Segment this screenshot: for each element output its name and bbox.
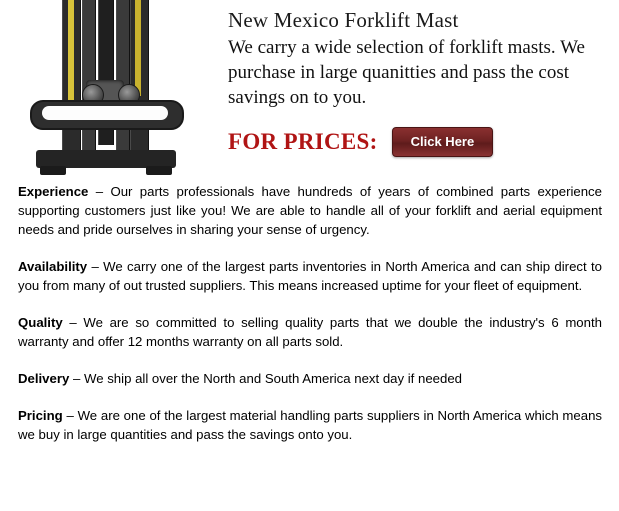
mast-base-foot-left bbox=[40, 166, 66, 175]
section-text-availability: We carry one of the largest parts inventories in North America and can ship direct to you from many of out trusted suppliers. This means increased uptime for your fleet of equipment. bbox=[18, 259, 602, 293]
page-title: New Mexico Forklift Mast bbox=[228, 8, 459, 32]
section-quality bbox=[18, 313, 602, 351]
header-area bbox=[0, 0, 619, 175]
mast-yellow-strip-right bbox=[135, 0, 141, 96]
mast-base-foot-right bbox=[146, 166, 172, 175]
forklift-mast-image bbox=[6, 0, 216, 175]
section-text-delivery: We ship all over the North and South America next day if needed bbox=[84, 371, 463, 386]
mast-carriage-inner bbox=[42, 106, 168, 120]
section-heading-quality: Quality bbox=[18, 315, 63, 330]
section-heading-experience: Experience bbox=[18, 184, 89, 199]
dash-0: – bbox=[88, 184, 111, 199]
dash-4: – bbox=[62, 408, 78, 423]
intro-paragraph: We carry a wide selection of forklift masts. We purchase in large quanitties and pass the cost savings on to you. bbox=[228, 37, 585, 108]
dash-3: – bbox=[69, 371, 84, 386]
section-text-quality: We are so committed to selling quality parts that we double the industry's 6 month warranty and offer 12 months warranty on all parts sold. bbox=[18, 315, 602, 349]
dash-2: – bbox=[62, 315, 84, 330]
section-heading-delivery: Delivery bbox=[18, 371, 70, 386]
section-heading-pricing: Pricing bbox=[18, 408, 63, 423]
section-text-experience: Our parts professionals have hundreds of years of combined parts experience supporting customers just like you! We are able to handle all of your forklift and aerial equipment needs and pride ourselves in sharing your sense of urgency. bbox=[18, 184, 602, 237]
section-text-pricing: We are one of the largest material handling parts suppliers in North America which means we buy in large quantities and pass the savings onto you. bbox=[18, 408, 602, 442]
for-prices-label: FOR PRICES: bbox=[228, 129, 378, 154]
prices-call-to-action bbox=[228, 127, 493, 157]
section-availability bbox=[18, 257, 602, 295]
content-sections bbox=[18, 182, 602, 444]
section-pricing bbox=[18, 406, 602, 444]
section-experience bbox=[18, 182, 602, 239]
header-text-block bbox=[228, 8, 614, 110]
dash-1: – bbox=[87, 259, 104, 274]
section-heading-availability: Availability bbox=[18, 259, 88, 274]
click-here-button[interactable]: Click Here bbox=[392, 127, 494, 157]
section-delivery bbox=[18, 369, 602, 388]
